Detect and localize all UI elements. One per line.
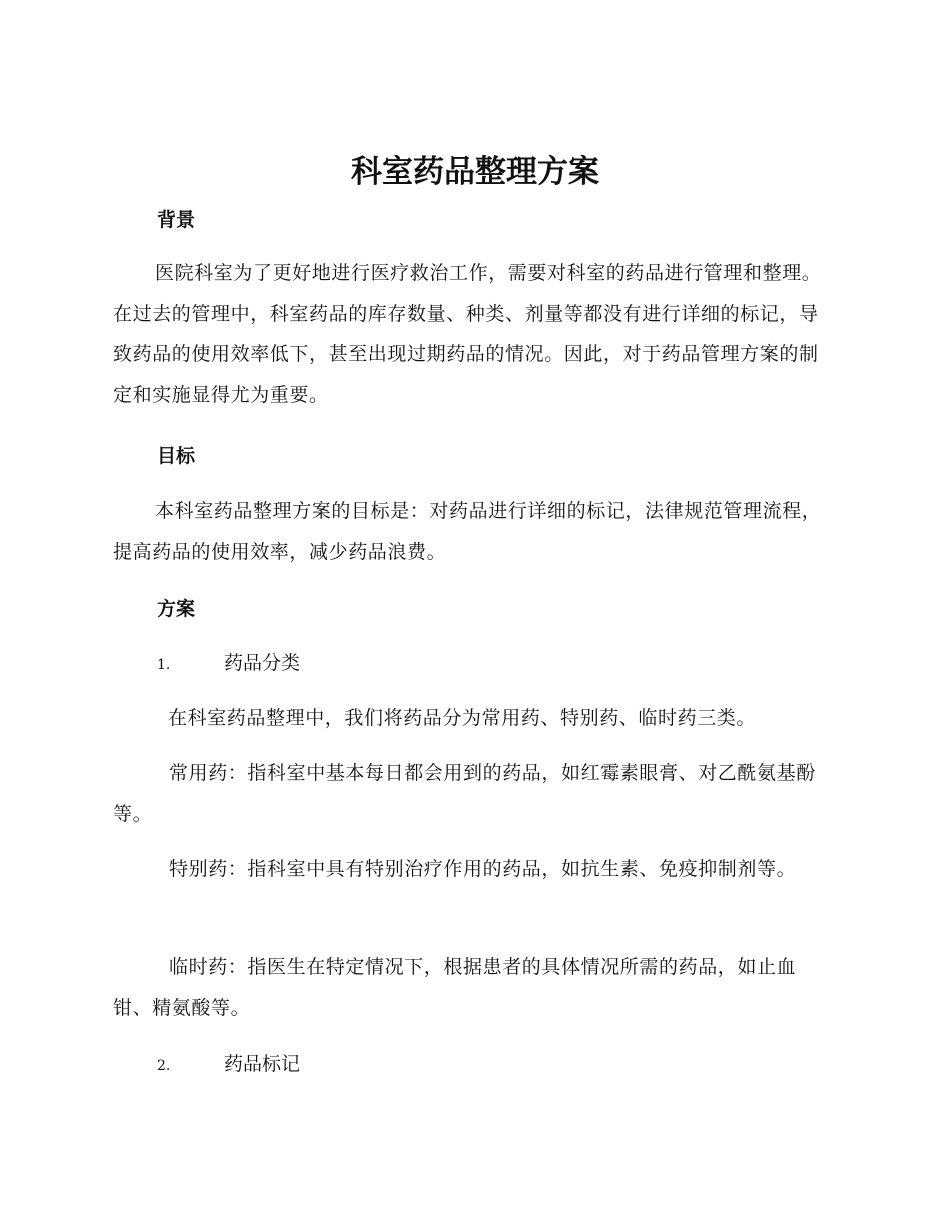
section-heading-goal: 目标 — [157, 445, 196, 467]
list-item-title: 药品标记 — [224, 1053, 301, 1075]
goal-paragraph: 本科室药品整理方案的目标是：对药品进行详细的标记，法律规范管理流程，提高药品的使用效率，减少药品浪费。 — [113, 500, 822, 563]
background-paragraph: 医院科室为了更好地进行医疗救治工作，需要对科室的药品进行管理和整理。在过去的管理中，科室药品的库存数量、种类、剂量等都没有进行详细的标记，导致药品的使用效率低下，甚至出现过期药品的情况。因此，对于药品管理方案的制定和实施显得尤为重要。 — [113, 262, 822, 406]
classification-common-drugs: 常用药：指科室中基本每日都会用到的药品，如红霉素眼膏、对乙酰氨基酚等。 — [113, 762, 816, 825]
classification-special-drugs: 特别药：指科室中具有特别治疗作用的药品，如抗生素、免疫抑制剂等。 — [169, 858, 797, 880]
section-heading-background: 背景 — [157, 209, 196, 231]
list-number: 2. — [157, 1058, 171, 1074]
list-item-drug-labeling — [157, 1050, 300, 1080]
list-number: 1. — [157, 657, 171, 673]
classification-intro: 在科室药品整理中，我们将药品分为常用药、特别药、临时药三类。 — [168, 707, 757, 729]
classification-temporary-drugs: 临时药：指医生在特定情况下，根据患者的具体情况所需的药品，如止血钳、精氨酸等。 — [113, 956, 797, 1019]
list-item-drug-classification — [157, 649, 300, 679]
section-heading-plan: 方案 — [157, 598, 196, 620]
list-item-title: 药品分类 — [224, 652, 301, 674]
document-title: 科室药品整理方案 — [351, 154, 599, 190]
